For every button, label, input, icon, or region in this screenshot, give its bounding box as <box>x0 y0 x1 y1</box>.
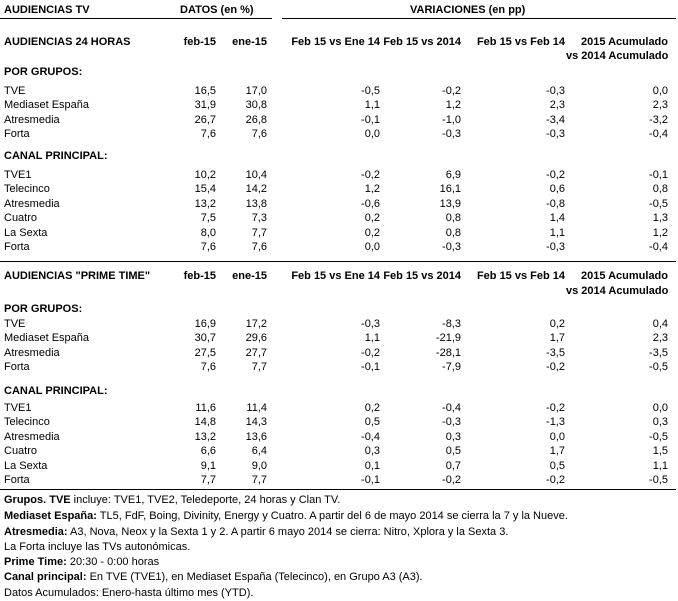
cell-ene: 9,0 <box>251 459 267 472</box>
cell-v4: -0,5 <box>649 197 668 210</box>
note-bold: Atresmedia: <box>4 526 68 538</box>
cell-feb: 8,0 <box>200 226 216 239</box>
row-label: TVE <box>4 318 26 330</box>
cell-feb: 7,6 <box>200 128 216 141</box>
cell-ene: 29,6 <box>245 332 267 345</box>
cell-v3: 0,0 <box>549 430 565 443</box>
cell-v4: 2,3 <box>652 332 668 345</box>
datos-underline <box>0 18 272 19</box>
section-divider-2 <box>0 489 676 490</box>
cell-feb: 27,5 <box>194 346 216 359</box>
cell-v4: -0,5 <box>649 474 668 486</box>
cell-v2: 0,3 <box>445 430 461 443</box>
group-title-grupos-24h: POR GRUPOS: <box>4 66 83 78</box>
cell-ene: 6,4 <box>251 445 267 458</box>
col-header-v3: Feb 15 vs Feb 14 <box>476 36 565 48</box>
cell-ene: 7,6 <box>251 128 267 141</box>
cell-v2: -7,9 <box>442 361 461 374</box>
cell-feb: 7,6 <box>200 361 216 374</box>
row-label: Forta <box>4 241 30 253</box>
cell-v1: -0,1 <box>361 361 380 374</box>
row-label: Telecinco <box>4 416 50 429</box>
cell-v2: 6,9 <box>445 169 461 181</box>
col-header-v4-prime-line2: vs 2014 Acumulado <box>566 285 669 297</box>
cell-v2: 0,7 <box>445 459 461 472</box>
row-label: Atresmedia <box>4 197 60 210</box>
cell-v2: 0,8 <box>445 212 461 225</box>
cell-feb: 6,6 <box>200 445 216 458</box>
cell-v3: -1,3 <box>546 416 565 429</box>
row-label: Mediaset España <box>4 99 89 112</box>
cell-ene: 30,8 <box>245 99 267 112</box>
cell-feb: 26,7 <box>194 113 216 126</box>
cell-v4: 0,4 <box>652 318 668 330</box>
row-label: TVE1 <box>4 169 32 181</box>
row-label: Mediaset España <box>4 332 89 345</box>
cell-feb: 11,6 <box>195 402 216 414</box>
cell-v1: -0,1 <box>361 474 380 486</box>
note-text: TL5, FdF, Boing, Divinity, Energy y Cuatro. A partir del 6 de mayo 2014 se cierra la 7 y la Nueve. <box>96 510 568 522</box>
group-title-grupos-prime: POR GRUPOS: <box>4 303 83 315</box>
note-line <box>4 556 159 569</box>
cell-v3: -0,2 <box>546 474 565 486</box>
cell-v3: -3,4 <box>546 113 565 126</box>
cell-v3: 1,7 <box>549 332 565 345</box>
cell-v1: 0,2 <box>364 226 380 239</box>
variaciones-underline <box>282 18 676 19</box>
cell-feb: 15,4 <box>194 183 216 196</box>
cell-v2: 0,5 <box>445 445 461 458</box>
cell-v3: -0,3 <box>546 128 565 141</box>
cell-ene: 26,8 <box>245 113 267 126</box>
cell-v4: 1,1 <box>652 459 668 472</box>
col-header-v2-prime: Feb 15 vs 2014 <box>383 270 461 282</box>
cell-v4: 1,5 <box>652 445 668 458</box>
note-line <box>4 541 190 554</box>
report-title: AUDIENCIAS TV <box>4 4 90 16</box>
cell-v1: 0,2 <box>364 402 380 414</box>
cell-v1: 1,1 <box>364 99 380 112</box>
cell-v1: 0,0 <box>364 128 380 141</box>
cell-v4: 1,2 <box>652 226 668 239</box>
cell-v1: -0,3 <box>361 318 380 330</box>
variaciones-header: VARIACIONES (en pp) <box>410 4 526 16</box>
cell-v4: 2,3 <box>652 99 668 112</box>
cell-v4: -0,5 <box>649 361 668 374</box>
col-header-v4-prime-line1: 2015 Acumulado <box>580 270 668 282</box>
cell-v3: 2,3 <box>549 99 565 112</box>
section-divider-1 <box>0 261 676 262</box>
cell-ene: 14,2 <box>245 183 267 196</box>
row-label: Atresmedia <box>4 113 60 126</box>
cell-feb: 7,7 <box>200 474 216 486</box>
cell-v1: 1,1 <box>364 332 380 345</box>
row-label: Forta <box>4 474 30 486</box>
row-label: La Sexta <box>4 459 48 472</box>
row-label: TVE1 <box>4 402 32 414</box>
cell-v1: 1,2 <box>364 183 380 196</box>
cell-v2: -0,4 <box>442 402 461 414</box>
cell-v1: 0,3 <box>364 445 380 458</box>
cell-v4: 0,8 <box>652 183 668 196</box>
note-bold: Prime Time: <box>4 556 67 568</box>
col-header-v1-prime: Feb 15 vs Ene 14 <box>291 270 380 282</box>
cell-v2: 1,2 <box>445 99 461 112</box>
cell-v2: -8,3 <box>442 318 461 330</box>
cell-v2: -1,0 <box>442 113 461 126</box>
row-label: La Sexta <box>4 226 48 239</box>
cell-ene: 17,2 <box>245 318 267 330</box>
row-label: Cuatro <box>4 445 38 458</box>
note-text: A3, Nova, Neox y la Sexta 1 y 2. A partir 6 mayo 2014 se cierra: Nitro, Xplora y la Sexta 3. <box>67 526 509 538</box>
note-text: En TVE (TVE1), en Mediaset España (Telecinco), en Grupo A3 (A3). <box>86 571 423 583</box>
note-text: Datos Acumulados: Enero-hasta último mes (YTD). <box>4 587 254 599</box>
note-text: incluye: TVE1, TVE2, Teledeporte, 24 horas y Clan TV. <box>70 494 341 506</box>
cell-feb: 13,2 <box>194 197 216 210</box>
cell-feb: 9,1 <box>200 459 216 472</box>
note-line <box>4 571 423 584</box>
cell-ene: 7,7 <box>251 361 267 374</box>
cell-v3: 0,2 <box>549 318 565 330</box>
note-line <box>4 510 568 523</box>
cell-feb: 31,9 <box>194 99 216 112</box>
cell-v3: 1,7 <box>549 445 565 458</box>
col-header-v2: Feb 15 vs 2014 <box>383 36 461 48</box>
row-label: Forta <box>4 361 30 374</box>
cell-v2: -0,3 <box>442 241 461 253</box>
col-header-ene: ene-15 <box>232 36 267 48</box>
cell-v1: -0,1 <box>361 113 380 126</box>
cell-v1: -0,2 <box>361 346 380 359</box>
cell-feb: 14,8 <box>194 416 216 429</box>
col-header-v4-line2: vs 2014 Acumulado <box>566 50 669 62</box>
cell-feb: 13,2 <box>194 430 216 443</box>
cell-ene: 7,7 <box>251 474 267 486</box>
cell-v3: -0,8 <box>546 197 565 210</box>
cell-v2: 13,9 <box>439 197 461 210</box>
cell-v2: -0,2 <box>442 474 461 486</box>
cell-v3: -0,3 <box>546 241 565 253</box>
col-header-ene-prime: ene-15 <box>232 270 267 282</box>
cell-v3: 1,1 <box>549 226 565 239</box>
cell-v2: -21,9 <box>435 332 461 345</box>
cell-v3: -0,2 <box>546 361 565 374</box>
row-label: Telecinco <box>4 183 50 196</box>
cell-feb: 10,2 <box>194 169 216 181</box>
cell-v3: 1,4 <box>549 212 565 225</box>
cell-ene: 7,3 <box>251 212 267 225</box>
group-title-canal-24h: CANAL PRINCIPAL: <box>4 150 108 162</box>
cell-ene: 17,0 <box>245 85 267 97</box>
cell-feb: 16,5 <box>194 85 216 97</box>
cell-ene: 11,4 <box>246 402 267 414</box>
row-label: Atresmedia <box>4 430 60 443</box>
cell-ene: 13,8 <box>245 197 267 210</box>
col-header-v4-line1: 2015 Acumulado <box>580 36 668 48</box>
cell-ene: 27,7 <box>245 346 267 359</box>
cell-ene: 14,3 <box>245 416 267 429</box>
cell-v4: 0,3 <box>652 416 668 429</box>
cell-v2: -0,3 <box>442 128 461 141</box>
note-text: La Forta incluye las TVs autonómicas. <box>4 541 191 553</box>
cell-v1: -0,2 <box>361 169 380 181</box>
cell-v4: 0,0 <box>652 402 668 414</box>
cell-v2: -0,3 <box>442 416 461 429</box>
section-title-24h: AUDIENCIAS 24 HORAS <box>4 36 131 48</box>
col-header-v3-prime: Feb 15 vs Feb 14 <box>476 270 565 282</box>
cell-ene: 7,6 <box>251 241 267 253</box>
row-label: Forta <box>4 128 30 141</box>
cell-v3: -0,2 <box>546 169 565 181</box>
group-title-canal-prime: CANAL PRINCIPAL: <box>4 385 108 397</box>
row-label: Atresmedia <box>4 346 60 359</box>
cell-v1: -0,5 <box>361 85 380 97</box>
cell-v2: 16,1 <box>439 183 461 196</box>
col-header-feb-prime: feb-15 <box>183 270 216 282</box>
cell-v1: 0,1 <box>364 459 380 472</box>
cell-v4: -0,1 <box>649 169 668 181</box>
row-label: Cuatro <box>4 212 38 225</box>
note-line <box>4 587 253 600</box>
cell-v4: -0,4 <box>649 128 668 141</box>
cell-v1: -0,6 <box>361 197 380 210</box>
col-header-v1: Feb 15 vs Ene 14 <box>291 36 380 48</box>
cell-v1: 0,2 <box>364 212 380 225</box>
note-text: 20:30 - 0:00 horas <box>66 556 160 568</box>
section-title-prime: AUDIENCIAS "PRIME TIME" <box>4 270 151 282</box>
cell-v1: 0,5 <box>364 416 380 429</box>
cell-v2: 0,8 <box>445 226 461 239</box>
cell-feb: 30,7 <box>194 332 216 345</box>
cell-v1: -0,4 <box>361 430 380 443</box>
cell-ene: 10,4 <box>245 169 267 181</box>
note-line <box>4 494 340 507</box>
cell-v4: -0,5 <box>649 430 668 443</box>
cell-v1: 0,0 <box>364 241 380 253</box>
cell-v4: 1,3 <box>652 212 668 225</box>
cell-v4: -3,2 <box>649 113 668 126</box>
cell-v4: 0,0 <box>652 85 668 97</box>
cell-feb: 7,5 <box>200 212 216 225</box>
cell-v2: -0,2 <box>442 85 461 97</box>
cell-v4: -0,4 <box>649 241 668 253</box>
cell-v4: -3,5 <box>649 346 668 359</box>
cell-v3: -3,5 <box>546 346 565 359</box>
cell-v3: -0,3 <box>546 85 565 97</box>
col-header-feb: feb-15 <box>183 36 216 48</box>
datos-header: DATOS (en %) <box>180 4 254 16</box>
cell-ene: 13,6 <box>245 430 267 443</box>
row-label: TVE <box>4 85 26 97</box>
note-bold: Grupos. TVE <box>4 494 71 506</box>
cell-ene: 7,7 <box>251 226 267 239</box>
cell-v3: 0,5 <box>549 459 565 472</box>
cell-feb: 7,6 <box>200 241 216 253</box>
cell-v2: -28,1 <box>435 346 461 359</box>
note-bold: Mediaset España: <box>4 510 97 522</box>
cell-v3: -0,2 <box>546 402 565 414</box>
cell-feb: 16,9 <box>194 318 216 330</box>
note-line <box>4 526 508 539</box>
note-bold: Canal principal: <box>4 571 87 583</box>
cell-v3: 0,6 <box>549 183 565 196</box>
